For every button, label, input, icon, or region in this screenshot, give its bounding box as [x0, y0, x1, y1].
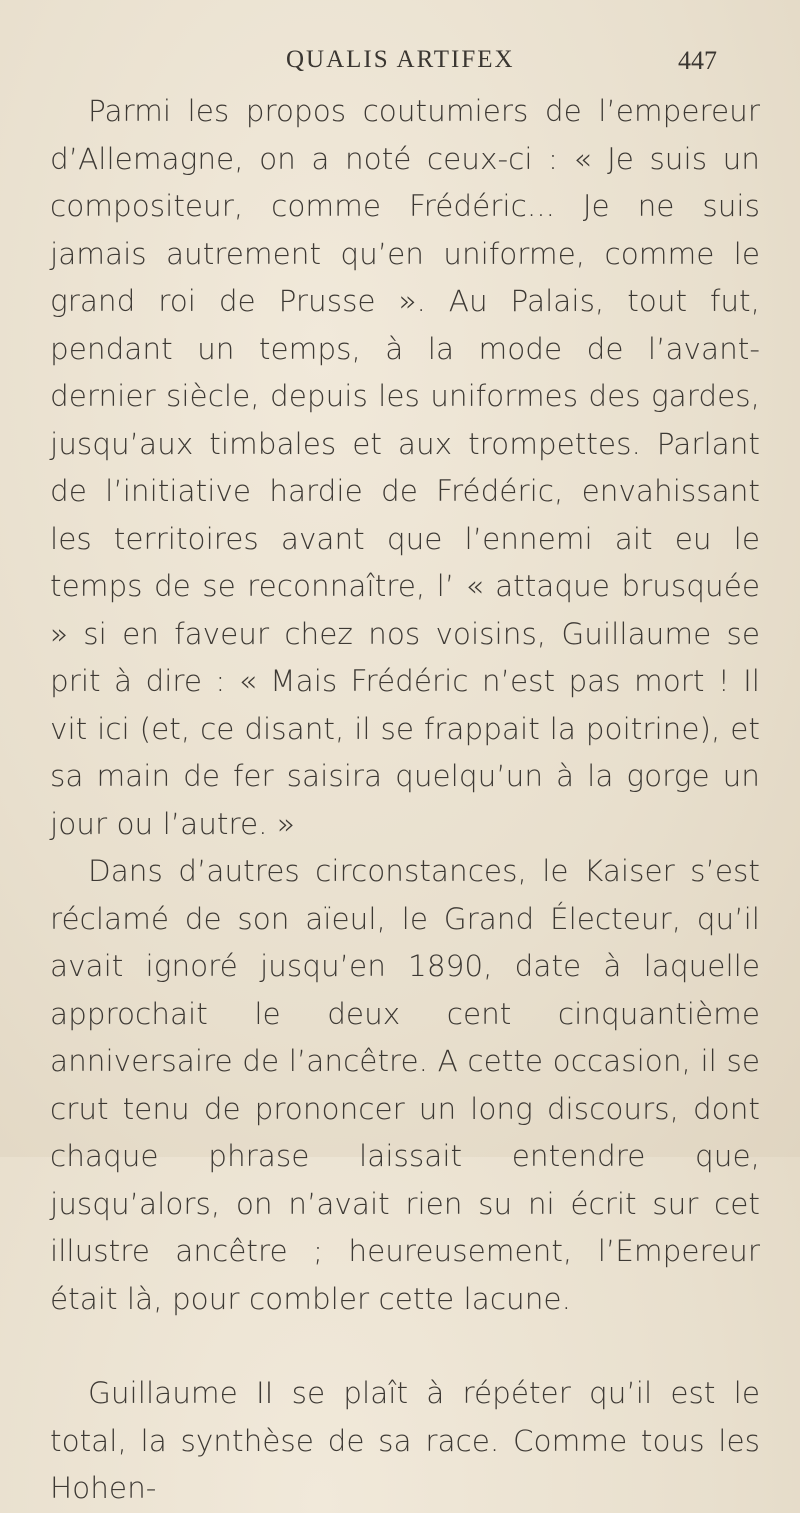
running-head: QUALIS ARTIFEX — [286, 46, 515, 73]
page-header — [0, 46, 800, 86]
paragraph-3: Guillaume II se plaît à répéter qu’il est le total, la synthèse de sa race. Comme tous les Hohen- — [50, 1376, 760, 1505]
paragraph-1: Parmi les propos coutumiers de l’empereur d’Allemagne, on a noté ceux-ci : « Je suis un compositeur, comme Frédéric... Je ne suis jamais autrement qu’en uniforme, comme le grand roi de Prusse ». Au Palais, tout fut, pendant un temps, à la mode de l’avant-dernier siècle, depuis les uniformes des gardes, jusqu’aux timbales et aux trompettes. Parlant de l’initiative hardie de Frédéric, envahissant les territoires avant que l’ennemi ait eu le temps de se reconnaître, l’ « attaque brusquée » si en faveur chez nos voisins, Guillaume se prit à dire : « Mais Frédéric n’est pas mort ! Il vit ici (et, ce disant, il se frappait la poitrine), et sa main de fer saisira quelqu’un à la gorge un jour ou l’autre. » — [50, 94, 760, 841]
body-text — [50, 88, 760, 1513]
page-number: 447 — [678, 46, 717, 75]
paragraph-2: Dans d’autres circonstances, le Kaiser s’est réclamé de son aïeul, le Grand Électeur, qu’il avait ignoré jusqu’en 1890, date à laquelle approchait le deux cent cinquantième anniversaire de l’ancêtre. A cette occasion, il se crut tenu de prononcer un long discours, dont chaque phrase laissait entendre que, jusqu’alors, on n’avait rien su ni écrit sur cet illustre ancêtre ; heureusement, l’Empereur était là, pour combler cette lacune. — [50, 854, 760, 1316]
